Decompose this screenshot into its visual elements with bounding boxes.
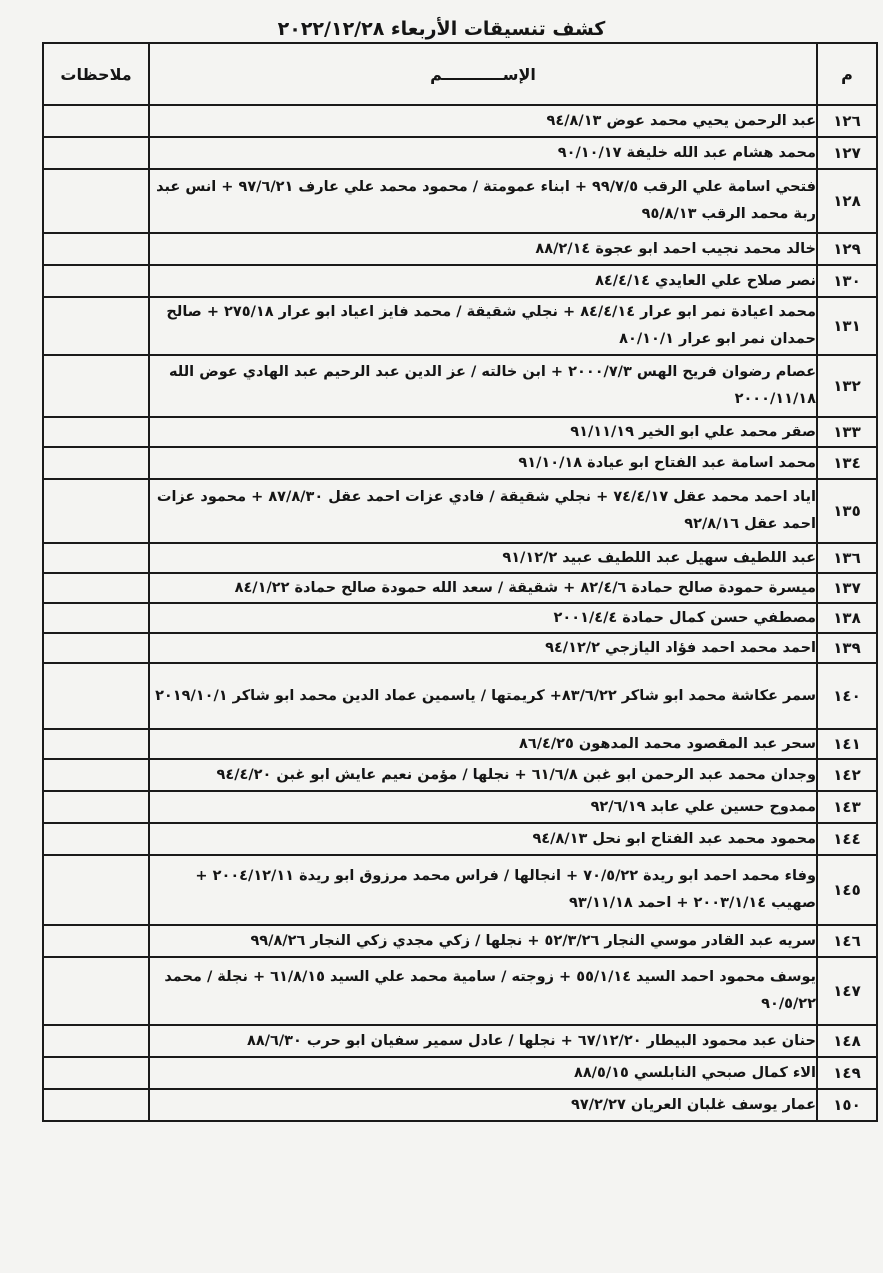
row-notes	[43, 479, 149, 543]
row-name: عمار يوسف غلبان العريان ٩٧/٢/٢٧	[149, 1089, 817, 1121]
row-number: ١٤٦	[817, 925, 877, 957]
row-notes	[43, 759, 149, 791]
row-notes	[43, 1025, 149, 1057]
row-number: ١٣٤	[817, 447, 877, 479]
table-row	[43, 759, 877, 791]
row-name: اياد احمد محمد عقل ٧٤/٤/١٧ + نجلي شقيقة / فادي عزات احمد عقل ٨٧/٨/٣٠ + محمود عزات احمد عقل ٩٢/٨/١٦	[149, 479, 817, 543]
coordination-table	[42, 42, 878, 1122]
table-row	[43, 447, 877, 479]
row-name: نصر صلاح علي العايدي ٨٤/٤/١٤	[149, 265, 817, 297]
row-number: ١٤٥	[817, 855, 877, 925]
table-row	[43, 823, 877, 855]
table-row	[43, 543, 877, 573]
row-name: يوسف محمود احمد السيد ٥٥/١/١٤ + زوجته / سامية محمد علي السيد ٦١/٨/١٥ + نجلة / محمد ٩٠/٥/٢٢	[149, 957, 817, 1025]
row-name: محمد اعيادة نمر ابو عرار ٨٤/٤/١٤ + نجلي شقيقة / محمد فايز اعياد ابو عرار ٢٧٥/١٨ + صالح حمدان نمر ابو عرار ٨٠/١٠/١	[149, 297, 817, 355]
row-number: ١٤٩	[817, 1057, 877, 1089]
header-name: الإســـــــــــم	[149, 43, 817, 105]
table-row	[43, 855, 877, 925]
row-name: ممدوح حسين علي عابد ٩٢/٦/١٩	[149, 791, 817, 823]
row-name: وجدان محمد عبد الرحمن ابو غبن ٦١/٦/٨ + نجلها / مؤمن نعيم عايش ابو غبن ٩٤/٤/٢٠	[149, 759, 817, 791]
row-number: ١٣٨	[817, 603, 877, 633]
row-number: ١٣١	[817, 297, 877, 355]
table-row	[43, 791, 877, 823]
row-name: احمد محمد احمد فؤاد اليازجي ٩٤/١٢/٢	[149, 633, 817, 663]
table-row	[43, 1089, 877, 1121]
row-notes	[43, 447, 149, 479]
row-notes	[43, 355, 149, 417]
table-row	[43, 105, 877, 137]
page-title: كشف تنسيقات الأربعاء ٢٠٢٢/١٢/٢٨	[277, 18, 606, 40]
row-number: ١٥٠	[817, 1089, 877, 1121]
row-name: ميسرة حمودة صالح حمادة ٨٢/٤/٦ + شقيقة / سعد الله حمودة صالح حمادة ٨٤/١/٢٢	[149, 573, 817, 603]
row-name: الاء كمال صبحي النابلسي ٨٨/٥/١٥	[149, 1057, 817, 1089]
row-name: سحر عبد المقصود محمد المدهون ٨٦/٤/٢٥	[149, 729, 817, 759]
row-name: سمر عكاشة محمد ابو شاكر ٨٣/٦/٢٢+ كريمتها / ياسمين عماد الدين محمد ابو شاكر ٢٠١٩/١٠/١	[149, 663, 817, 729]
table-row	[43, 729, 877, 759]
row-number: ١٤٣	[817, 791, 877, 823]
row-notes	[43, 297, 149, 355]
row-name: محمد هشام عبد الله خليفة ٩٠/١٠/١٧	[149, 137, 817, 169]
row-notes	[43, 633, 149, 663]
row-number: ١٢٦	[817, 105, 877, 137]
table-row	[43, 137, 877, 169]
row-name: وفاء محمد احمد ابو ريدة ٧٠/٥/٢٢ + انجالها / فراس محمد مرزوق ابو ريدة ٢٠٠٤/١٢/١١ + صهيب ٢٠٠٣/١/١٤ + احمد ٩٣/١١/١٨	[149, 855, 817, 925]
row-notes	[43, 543, 149, 573]
row-notes	[43, 169, 149, 233]
row-notes	[43, 663, 149, 729]
table-row	[43, 1057, 877, 1089]
table-row	[43, 663, 877, 729]
row-number: ١٣٦	[817, 543, 877, 573]
row-number: ١٤٧	[817, 957, 877, 1025]
row-number: ١٤٠	[817, 663, 877, 729]
table-row	[43, 573, 877, 603]
row-notes	[43, 1057, 149, 1089]
row-number: ١٣٠	[817, 265, 877, 297]
table-row	[43, 169, 877, 233]
row-name: محمود محمد عبد الفتاح ابو نحل ٩٤/٨/١٣	[149, 823, 817, 855]
row-number: ١٣٢	[817, 355, 877, 417]
row-name: صقر محمد علي ابو الخير ٩١/١١/١٩	[149, 417, 817, 447]
row-notes	[43, 105, 149, 137]
table-header-row	[43, 43, 877, 105]
table-row	[43, 355, 877, 417]
header-num: م	[817, 43, 877, 105]
row-notes	[43, 791, 149, 823]
row-number: ١٢٩	[817, 233, 877, 265]
row-name: عبد الرحمن يحيي محمد عوض ٩٤/٨/١٣	[149, 105, 817, 137]
row-name: محمد اسامة عبد الفتاح ابو عيادة ٩١/١٠/١٨	[149, 447, 817, 479]
row-name: خالد محمد نجيب احمد ابو عجوة ٨٨/٢/١٤	[149, 233, 817, 265]
header-notes: ملاحظات	[43, 43, 149, 105]
row-notes	[43, 233, 149, 265]
row-number: ١٢٧	[817, 137, 877, 169]
row-notes	[43, 573, 149, 603]
row-name: مصطفي حسن كمال حمادة ٢٠٠١/٤/٤	[149, 603, 817, 633]
table-row	[43, 633, 877, 663]
row-notes	[43, 137, 149, 169]
table-row	[43, 957, 877, 1025]
table-row	[43, 603, 877, 633]
table-row	[43, 233, 877, 265]
row-notes	[43, 603, 149, 633]
table-row	[43, 417, 877, 447]
row-number: ١٣٣	[817, 417, 877, 447]
table-row	[43, 265, 877, 297]
row-notes	[43, 729, 149, 759]
row-number: ١٤١	[817, 729, 877, 759]
row-notes	[43, 957, 149, 1025]
row-number: ١٤٢	[817, 759, 877, 791]
row-name: عبد اللطيف سهيل عبد اللطيف عبيد ٩١/١٢/٢	[149, 543, 817, 573]
row-name: فتحي اسامة علي الرقب ٩٩/٧/٥ + ابناء عمومتة / محمود محمد علي عارف ٩٧/٦/٢١ + انس عبد ربة محمد الرقب ٩٥/٨/١٣	[149, 169, 817, 233]
row-name: عصام رضوان فريح الهس ٢٠٠٠/٧/٣ + ابن خالته / عز الدين عبد الرحيم عبد الهادي عوض الله ٢٠٠٠/١١/١٨	[149, 355, 817, 417]
table-row	[43, 479, 877, 543]
table-row	[43, 925, 877, 957]
row-number: ١٢٨	[817, 169, 877, 233]
row-name: حنان عبد محمود البيطار ٦٧/١٢/٢٠ + نجلها / عادل سمير سفيان ابو حرب ٨٨/٦/٣٠	[149, 1025, 817, 1057]
row-notes	[43, 823, 149, 855]
row-notes	[43, 417, 149, 447]
row-number: ١٣٥	[817, 479, 877, 543]
table-row	[43, 1025, 877, 1057]
row-number: ١٣٩	[817, 633, 877, 663]
row-number: ١٣٧	[817, 573, 877, 603]
table-row	[43, 297, 877, 355]
row-notes	[43, 1089, 149, 1121]
table-body	[43, 105, 877, 1121]
row-notes	[43, 265, 149, 297]
row-name: سريه عبد القادر موسي النجار ٥٢/٣/٢٦ + نجلها / زكي مجدي زكي النجار ٩٩/٨/٢٦	[149, 925, 817, 957]
row-number: ١٤٨	[817, 1025, 877, 1057]
row-notes	[43, 925, 149, 957]
row-notes	[43, 855, 149, 925]
row-number: ١٤٤	[817, 823, 877, 855]
